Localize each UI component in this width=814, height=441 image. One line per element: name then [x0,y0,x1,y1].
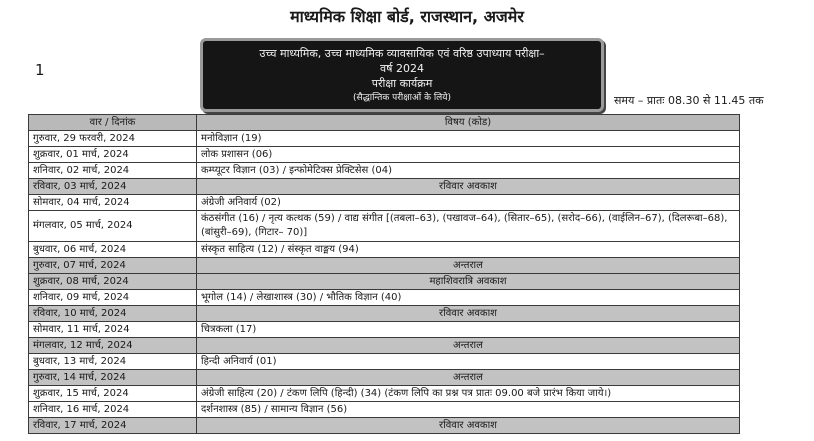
row-date: मंगलवार, 12 मार्च, 2024 [29,338,197,354]
row-date: शनिवार, 02 मार्च, 2024 [29,163,197,179]
table-row [29,322,740,338]
table-row-holiday [29,418,740,434]
row-subject: अन्तराल [197,338,740,354]
table-row [29,290,740,306]
row-date: गुरुवार, 07 मार्च, 2024 [29,258,197,274]
row-subject: भूगोल (14) / लेखाशास्त्र (30) / भौतिक विज्ञान (40) [197,290,740,306]
column-header-subject: विषय (कोड) [197,115,740,131]
row-subject: लोक प्रशासन (06) [197,147,740,163]
row-subject: हिन्दी अनिवार्य (01) [197,354,740,370]
table-row [29,211,740,242]
exam-title-line2: वर्ष 2024 [380,62,424,75]
column-header-date: वार / दिनांक [29,115,197,131]
row-subject: कम्प्यूटर विज्ञान (03) / इन्फोमेटिक्स प्रेक्टिसेस (04) [197,163,740,179]
row-date: बुधवार, 06 मार्च, 2024 [29,242,197,258]
exam-title-box [200,38,604,112]
row-date: गुरुवार, 29 फरवरी, 2024 [29,131,197,147]
row-date: रविवार, 03 मार्च, 2024 [29,179,197,195]
row-subject: महाशिवरात्रि अवकाश [197,274,740,290]
exam-title-line1: उच्च माध्यमिक, उच्च माध्यमिक व्यावसायिक एवं वरिष्ठ उपाध्याय परीक्षा– [259,47,545,60]
row-subject: रविवार अवकाश [197,179,740,195]
row-subject: कंठसंगीत (16) / नृत्य कत्थक (59) / वाद्य संगीत [(तबला–63), (पखावज–64), (सितार–65), (सरोद–66), (वाईलिन–67), (दिलरूबा–68), (बांसुरी–69), (गिटार– 70)] [197,211,740,242]
row-subject: अन्तराल [197,258,740,274]
table-row-holiday [29,258,740,274]
table-row [29,354,740,370]
row-subject: अन्तराल [197,370,740,386]
table-row [29,163,740,179]
table-row [29,147,740,163]
table-row [29,242,740,258]
table-row-holiday [29,338,740,354]
board-title: माध्यमिक शिक्षा बोर्ड, राजस्थान, अजमेर [290,7,524,26]
row-date: शुक्रवार, 15 मार्च, 2024 [29,386,197,402]
table-row [29,386,740,402]
row-date: रविवार, 17 मार्च, 2024 [29,418,197,434]
row-subject: चित्रकला (17) [197,322,740,338]
row-date: गुरुवार, 14 मार्च, 2024 [29,370,197,386]
table-row [29,131,740,147]
table-row-holiday [29,306,740,322]
row-date: सोमवार, 04 मार्च, 2024 [29,195,197,211]
table-row-holiday [29,179,740,195]
row-subject: संस्कृत साहित्य (12) / संस्कृत वाङ्मय (94) [197,242,740,258]
exam-timing: समय – प्रातः 08.30 से 11.45 तक [614,94,764,107]
row-date: शुक्रवार, 08 मार्च, 2024 [29,274,197,290]
row-date: शुक्रवार, 01 मार्च, 2024 [29,147,197,163]
table-header-row [29,115,740,131]
row-date: सोमवार, 11 मार्च, 2024 [29,322,197,338]
row-subject: अंग्रेजी साहित्य (20) / टंकण लिपि (हिन्दी) (34) (टंकण लिपि का प्रश्न पत्र प्रातः 09.00 बजे प्रारंभ किया जाये।) [197,386,740,402]
table-row [29,195,740,211]
row-date: शनिवार, 16 मार्च, 2024 [29,402,197,418]
row-date: बुधवार, 13 मार्च, 2024 [29,354,197,370]
exam-title-line3: परीक्षा कार्यक्रम [371,77,433,90]
row-subject: दर्शनशास्त्र (85) / सामान्य विज्ञान (56) [197,402,740,418]
row-date: मंगलवार, 05 मार्च, 2024 [29,211,197,242]
row-subject: मनोविज्ञान (19) [197,131,740,147]
row-date: शनिवार, 09 मार्च, 2024 [29,290,197,306]
table-row-holiday [29,274,740,290]
row-subject: रविवार अवकाश [197,306,740,322]
table-row [29,402,740,418]
row-subject: अंग्रेजी अनिवार्य (02) [197,195,740,211]
row-date: रविवार, 10 मार्च, 2024 [29,306,197,322]
exam-schedule-table [28,114,740,434]
table-row-holiday [29,370,740,386]
page-number: 1 [35,61,45,79]
exam-title-line4: (सैद्धान्तिक परीक्षाओं के लिये) [352,93,452,103]
row-subject: रविवार अवकाश [197,418,740,434]
